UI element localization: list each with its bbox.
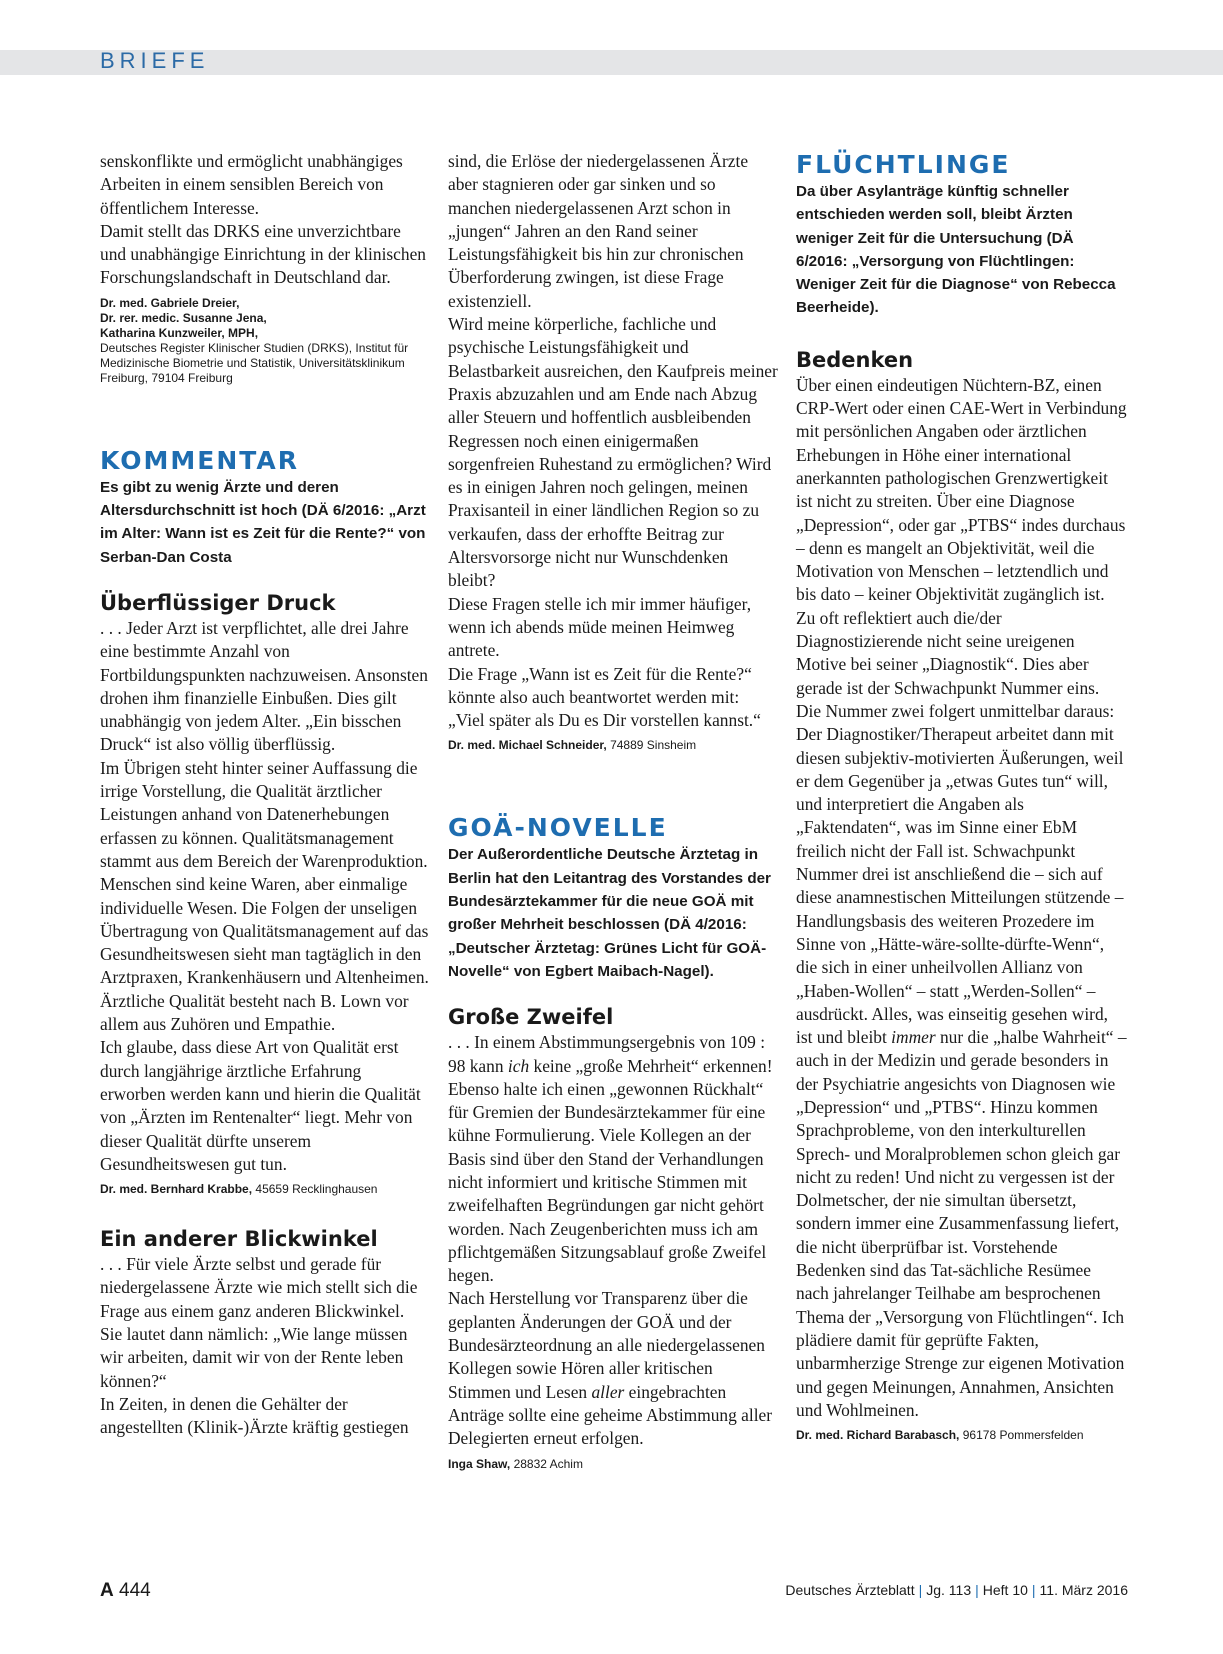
teaser-text: Da über Asylanträge künftig schneller entschieden werden soll, bleibt Ärzten weniger Zeit für die Untersuchung (DÄ 6/2016: „Versorgung von Flüchtlingen: Weniger Zeit für die Diagnose“ von Rebecca Beerheide).: [796, 183, 1116, 317]
letter-title: Große Zweifel: [448, 1005, 614, 1030]
author-place: 45659 Recklinghausen: [255, 1182, 378, 1197]
body-paragraph: Im Übrigen steht hinter seiner Auffassung die irrige Vorstellung, die Qualität ärztlicher Leistungen anhand von Datenerhebungen erfassen zu können. Qualitätsmanagement stammt aus dem Bereich der Warenproduktion.: [100, 757, 428, 871]
teaser-text: Es gibt zu wenig Ärzte und deren Altersdurchschnitt ist hoch (DÄ 6/2016: „Arzt im Alter: Wann ist es Zeit für die Rente?“ von Serban-Dan Costa: [100, 478, 426, 566]
body-paragraph: . . . Für viele Ärzte selbst und gerade für niedergelassene Ärzte wie mich stellt sich die Frage aus einem ganz anderen Blickwinkel. Sie lautet dann nämlich: „Wie lange müssen wir arbeiten, damit wir von der Rente leben können?“: [100, 1254, 418, 1391]
emphasis: aller: [591, 1381, 625, 1402]
page-footer: [100, 1580, 1128, 1604]
journal-info: [785, 1582, 1128, 1598]
text-run: Über einen eindeutigen Nüchtern-BZ, einen CRP-Wert oder einen CAE-Wert in Verbindung mit persönlichen Angaben oder ärztlichen Erhebungen in Höhe einer international anerkannten pathologischen Grenzwertigkeit ist nicht zu streiten. Über eine Diagnose „Depression“, oder gar „PTBS“ indes durchaus – denn es mangelt an Objektivität, weil die Motivation von Menschen – letztendlich und bis dato – keiner Objektivität zugänglich ist. Zu oft reflektiert auch die/der Diagnostizierende nicht seine ureigenen Motive bei seiner „Diagnostik“. Dies aber gerade ist der Schwachpunkt Nummer eins. Die Nummer zwei folgert unmittelbar daraus: Der Diagnostiker/Therapeut arbeitet dann mit diesen subjektiv-motivierten Äußerungen, weil er dem Gegenüber ja „etwas Gutes tun“ will, und interpretiert die Angaben als „Faktendaten“, was im Sinne einer EbM freilich nicht der Fall ist. Schwachpunkt Nummer drei ist anschließend die – sich auf diese anamnestischen Mitteilungen stützende – Handlungsbasis des weiteren Prozedere im Sinne von „Hätte-wäre-sollte-dürfte-Wenn“, die sich in einer unheilvollen Allianz von „Haben-Wollen“ – statt „Werden-Sollen“ – ausdrückt. Alles, was einseitig gesehen wird, ist und bleibt: [796, 374, 1127, 1048]
body-paragraph: Damit stellt das DRKS eine unverzichtbare und unabhängige Einrichtung in der klinischen Forschungslandschaft in Deutschland dar.: [100, 220, 426, 288]
journal-name: Deutsches Ärzteblatt: [785, 1582, 915, 1598]
author-name: Dr. rer. medic. Susanne Jena,: [100, 310, 267, 325]
body-paragraph: senskonflikte und ermöglicht unabhängiges Arbeiten in einem sensiblen Bereich von öffentlichem Interesse.: [100, 151, 403, 218]
divider: |: [918, 1582, 923, 1598]
text-run: . . . In einem Abstimmungsergebnis von 109 : 98 kann: [448, 1032, 766, 1076]
page-prefix: A: [100, 1580, 114, 1601]
signature: [796, 1428, 1128, 1443]
journal-date: 11. März 2016: [1039, 1582, 1128, 1598]
rubric-heading: FLÜCHTLINGE: [796, 150, 1011, 179]
journal-volume: Jg. 113: [926, 1582, 972, 1598]
text-run: eingebrachten Anträge sollte eine geheime Abstimmung aller Delegierten erneut erfolgen.: [448, 1381, 773, 1449]
body-paragraph: Die Frage „Wann ist es Zeit für die Rente?“ könnte also auch beantwortet werden mit: „Viel später als Du es Dir vorstellen kannst.“: [448, 663, 761, 731]
body-paragraph: [448, 1031, 778, 1287]
emphasis: immer: [891, 1027, 936, 1048]
column-3: [796, 150, 1128, 1443]
text-run: nur die „halbe Wahrheit“ – auch in der Medizin und gerade besonders in der Psychiatrie angesichts von Diagnosen wie „Depression“ und „PTBS“. Hinzu kommen Sprachprobleme, von den interkulturellen Sprech- und Moralproblemen schon gleich gar nicht zu reden! Und nicht zu vergessen ist der Dolmetscher, der nie simultan übersetzt, sondern immer eine Zusammenfassung liefert, die nicht überprüfbar ist. Vorstehende Bedenken sind das Tat-sächliche Resümee nach jahrelanger Teilhabe am besprochenen Thema der „Versorgung von Flüchtlingen“. Ich plädiere damit für geprüfte Fakten, unbarmherzige Strenge zur eigenen Motivation und gegen Meinungen, Annahmen, Ansichten und Wohlmeinen.: [796, 1027, 1127, 1420]
text-run: keine „große Mehrheit“ erkennen! Ebenso halte ich einen „gewonnen Rückhalt“ für Gremien der Bundesärztekammer für eine kühne Formulierung. Viele Kollegen an der Basis sind über den Stand der Verhandlungen nicht informiert und kritische Stimmen mit zweifelhaften Begründungen gar nicht gehört worden. Nach Zeugenberichten muss ich am pflichtgemäßen Sitzungsablauf große Zweifel hegen.: [448, 1055, 773, 1286]
signature: [100, 1182, 430, 1197]
rubric-heading: GOÄ-NOVELLE: [448, 813, 668, 843]
divider: |: [975, 1582, 979, 1598]
author-place: 28832 Achim: [513, 1456, 583, 1471]
column-2: [448, 150, 778, 1472]
letter-title: Überflüssiger Druck: [100, 590, 336, 615]
journal-issue: Heft 10: [982, 1582, 1028, 1598]
letter-title: Ein anderer Blickwinkel: [100, 1227, 378, 1252]
body-paragraph: [796, 374, 1128, 1422]
signature: [100, 296, 430, 386]
body-paragraph: Diese Fragen stelle ich mir immer häufiger, wenn ich abends müde meinen Heimweg antrete.: [448, 593, 752, 661]
text-run: Nach Herstellung vor Transparenz über die geplanten Änderungen der GOÄ und der Bundesärzteordnung an alle niedergelassenen Kollegen sowie Hören aller kritischen Stimmen und Lesen: [448, 1288, 765, 1402]
author-name: Katharina Kunzweiler, MPH,: [100, 325, 259, 340]
body-paragraph: [448, 1287, 778, 1450]
body-paragraph: Ärztliche Qualität besteht nach B. Lown vor allem aus Zuhören und Empathie.: [100, 990, 409, 1035]
author-address: Deutsches Register Klinischer Studien (DRKS), Institut für Medizinische Biometrie und Statistik, Universitätsklinikum Freiburg, 79104 Freiburg: [100, 340, 409, 385]
column-1: [100, 150, 430, 1439]
rubric-heading: KOMMENTAR: [100, 445, 299, 475]
author-name: Inga Shaw,: [448, 1456, 511, 1471]
page-number: [100, 1580, 151, 1602]
signature: [448, 738, 778, 753]
body-paragraph: Ich glaube, dass diese Art von Qualität erst durch langjährige ärztliche Erfahrung erworben werden kann und hierin die Qualität von „Ärzten im Rentenalter“ liegt. Mehr von dieser Qualität dürfte unserem Gesundheitswesen gut tun.: [100, 1037, 421, 1174]
author-name: Dr. med. Michael Schneider,: [448, 738, 607, 753]
letter-title: Bedenken: [796, 347, 914, 372]
signature: [448, 1457, 778, 1472]
teaser-text: Der Außerordentliche Deutsche Ärztetag in Berlin hat den Leitantrag des Vorstandes der Bundesärztekammer für die neue GOÄ mit großer Mehrheit beschlossen (DÄ 4/2016: „Deutscher Ärztetag: Grünes Licht für GOÄ-Novelle“ von Egbert Maibach-Nagel).: [448, 846, 771, 980]
author-place: 96178 Pommersfelden: [962, 1428, 1084, 1443]
emphasis: ich: [507, 1055, 530, 1076]
divider: |: [1031, 1582, 1036, 1598]
author-name: Dr. med. Bernhard Krabbe,: [100, 1182, 253, 1197]
author-place: 74889 Sinsheim: [610, 738, 697, 753]
body-paragraph: sind, die Erlöse der niedergelassenen Ärzte aber stagnieren oder gar sinken und so manchen niedergelassenen Arzt schon in „jungen“ Jahren an den Rand seiner Leistungsfähigkeit bis hin zur chronischen Überforderung zwingen, ist diese Frage existenziell.: [448, 151, 749, 311]
section-label: BRIEFE: [100, 48, 210, 73]
section-header-bar: [0, 50, 1223, 75]
body-paragraph: . . . Jeder Arzt ist verpflichtet, alle drei Jahre eine bestimmte Anzahl von Fortbildungspunkten nachzuweisen. Ansonsten drohen ihm finanzielle Einbußen. Dies gilt unabhängig von jedem Alter. „Ein bisschen Druck“ ist also völlig überflüssig.: [100, 617, 428, 755]
page-number-value: 444: [119, 1580, 151, 1601]
author-name: Dr. med. Richard Barabasch,: [796, 1428, 960, 1443]
body-paragraph: Menschen sind keine Waren, aber einmalige individuelle Wesen. Die Folgen der unseligen Übertragung von Qualitätsmanagement auf das Gesundheitswesen sieht man tagtäglich in den Arztpraxen, Krankenhäusern und Altenheimen.: [100, 874, 429, 988]
body-paragraph: Wird meine körperliche, fachliche und psychische Leistungsfähigkeit und Belastbarkeit ausreichen, den Kaufpreis meiner Praxis abzuzahlen und am Ende nach Abzug aller Steuern und hoffentlich ausbleibenden Regressen noch einen einigermaßen sorgenfreien Ruhestand zu ermöglichen? Wird es in einigen Jahren noch gelingen, meinen Praxisanteil in einer ländlichen Region so zu verkaufen, dass der erhoffte Beitrag zur Altersvorsorge nicht nur Wunschdenken bleibt?: [448, 314, 778, 591]
body-paragraph: In Zeiten, in denen die Gehälter der angestellten (Klinik-)Ärzte kräftig gestiegen: [100, 1393, 409, 1438]
author-name: Dr. med. Gabriele Dreier,: [100, 295, 240, 310]
